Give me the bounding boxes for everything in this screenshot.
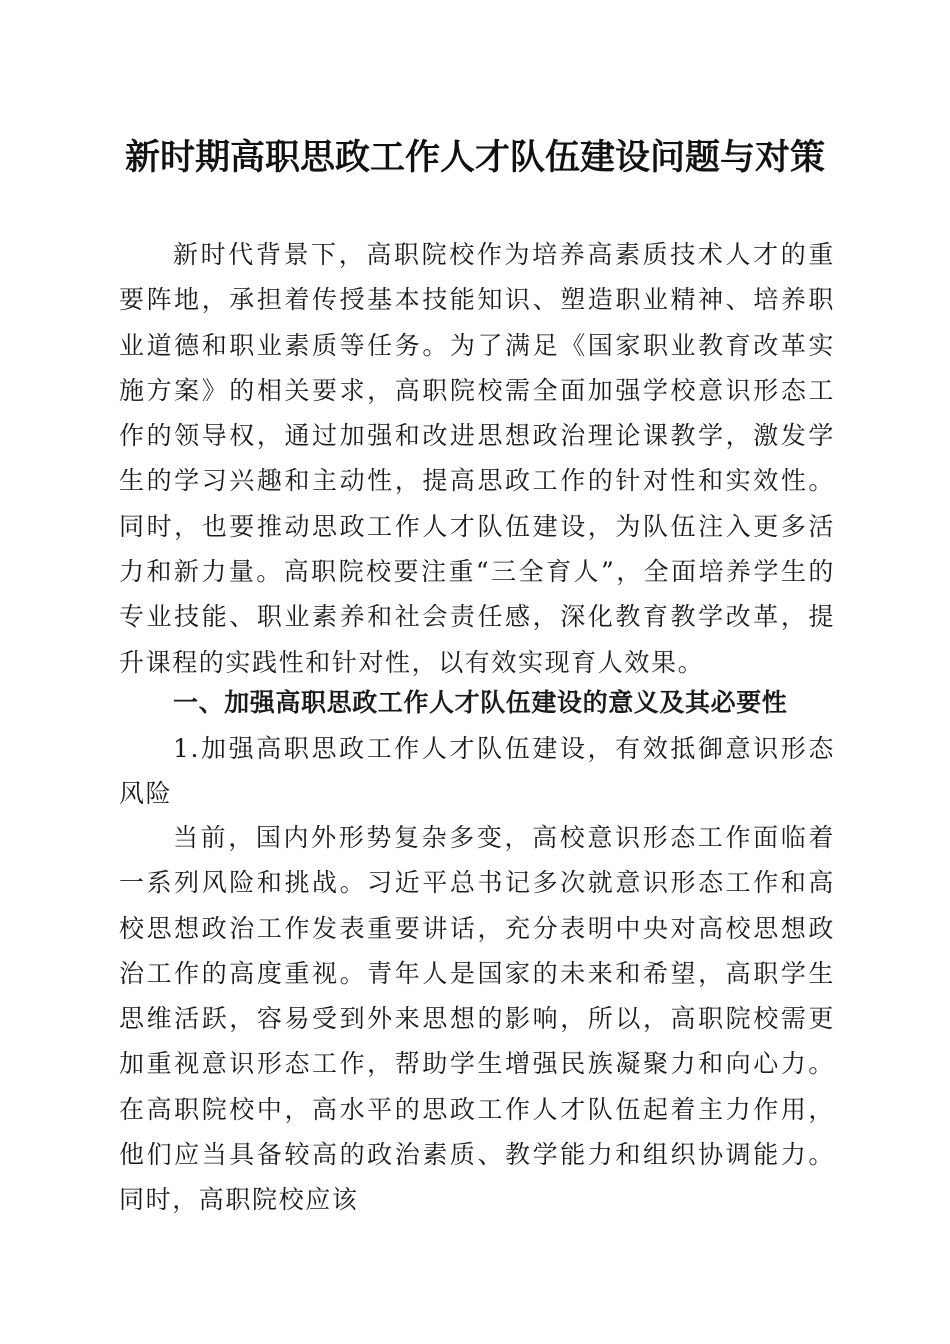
document-title: 新时期高职思政工作人才队伍建设问题与对策 bbox=[124, 137, 825, 178]
intro-paragraph: 新时代背景下，高职院校作为培养高素质技术人才的重要阵地，承担着传授基本技能知识、塑造职业精神、培养职业道德和职业素质等任务。为了满足《国家职业教育改革实施方案》的相关要求，高职院校需全面加强学校意识形态工作的领导权，通过加强和改进思想政治理论课教学，激发学生的学习兴趣和主动性，提高思政工作的针对性和实效性。同时，也要推动思政工作人才队伍建设，为队伍注入更多活力和新力量。高职院校要注重“三全育人”，全面培养学生的专业技能、职业素养和社会责任感，深化教育教学改革，提升课程的实践性和针对性，以有效实现育人效果。 bbox=[119, 240, 835, 677]
subsection-heading-1-1: 1.加强高职思政工作人才队伍建设，有效抵御意识形态风险 bbox=[119, 734, 835, 809]
body-paragraph-2: 当前，国内外形势复杂多变，高校意识形态工作面临着一系列风险和挑战。习近平总书记多次就意识形态工作和高校思想政治工作发表重要讲话，充分表明中央对高校思想政治工作的高度重视。青年人是国家的未来和希望，高职学生思维活跃，容易受到外来思想的影响，所以，高职院校需更加重视意识形态工作，帮助学生增强民族凝聚力和向心力。在高职院校中，高水平的思政工作人才队伍起着主力作用，他们应当具备较高的政治素质、教学能力和组织协调能力。同时，高职院校应该 bbox=[119, 823, 835, 1215]
section-heading-1: 一、加强高职思政工作人才队伍建设的意义及其必要性 bbox=[173, 688, 788, 717]
